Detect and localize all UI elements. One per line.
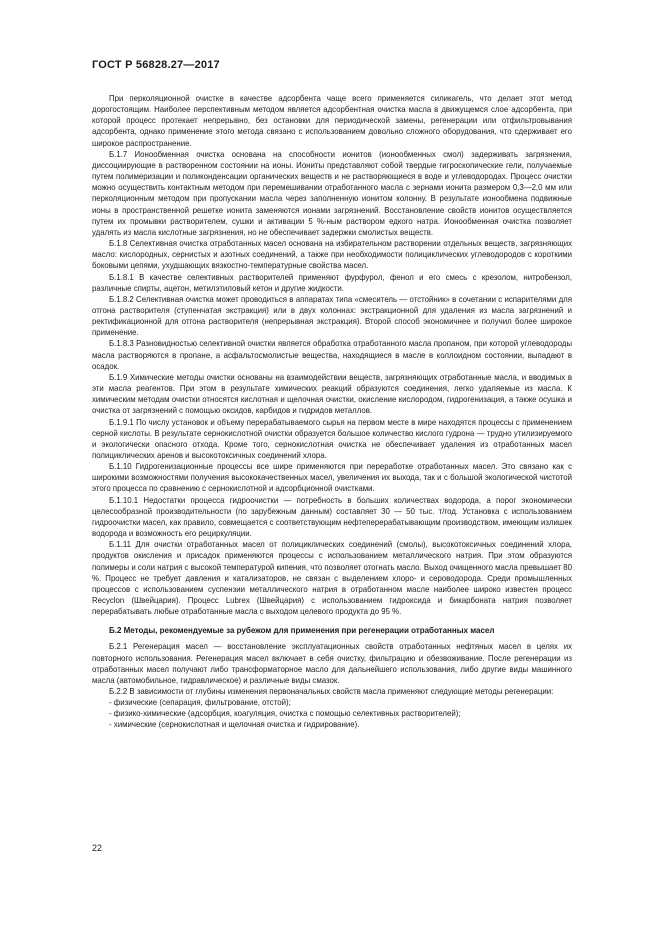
page-number: 22 — [92, 843, 103, 853]
section-heading-b-2: Б.2 Методы, рекомендуемые за рубежом для применения при регенерации отработанных масел — [109, 626, 495, 636]
list-item-physical: - физические (сепарация, фильтрование, отстой); — [109, 698, 291, 708]
paragraph-percolation: При перколяционной очистке в качестве адсорбента чаще всего применяется силикагель, что делает этот метод дорогостоящим. Наиболее перспективным методом является адсорбентная очистка масла в движущемся слое адсорбента, при которой процесс протекает непрерывно, без остановки для периодической замены, регенерации или отфильтровывания адсорбента, однако применение этого метода связано с использованием довольно сложного оборудования, что сдерживает его широкое распространение. — [92, 94, 572, 148]
paragraph-b-1-10-1: Б.1.10.1 Недостатки процесса гидроочистки — потребность в больших количествах водорода, а порог экономически целесообразной производительности (по зарубежным данным) составляет 30 — 50 тыс. т/год. Установка с использованием гидроочистки масел, как правило, совмещается с соответствующим нефтеперерабатывающим производством, имеющим излишек водорода и возможность его рециркуляции. — [92, 495, 572, 539]
paragraph-b-1-8: Б.1.8 Селективная очистка отработанных масел основана на избирательном растворении отдельных веществ, загрязняющих масло: кислородных, сернистых и азотных соединений, а также при необходимости полициклических углеводородов с короткими боковыми цепями, ухудшающих вязкостно-температурные свойства масел. — [92, 239, 572, 271]
list-item-physico-chemical: - физико-химические (адсорбция, коагуляция, очистка с помощью селективных растворителей); — [109, 709, 461, 719]
document-header: ГОСТ Р 56828.27—2017 — [92, 59, 220, 71]
paragraph-b-2-2: Б.2.2 В зависимости от глубины изменения первоначальных свойств масла применяют следующие методы регенерации: — [109, 686, 554, 696]
paragraph-b-1-8-3: Б.1.8.3 Разновидностью селективной очистки является обработка отработанного масла пропаном, при которой углеводороды масла растворяются в пропане, а асфальтосмолистые вещества, находящиеся в масле в коллоидном состоянии, выпадают в осадок. — [92, 339, 572, 371]
paragraph-b-2-1: Б.2.1 Регенерация масел — восстановление эксплуатационных свойств отработанных нефтяных масел в целях их повторного использования. Регенерация масел включает в себя очистку, фильтрацию и обезвоживание. После регенерации из отработанных масел получают либо трансформаторное масло для дальнейшего использования, либо другие виды машинного масла (автомобильное, гидравлическое) и различные виды смазок. — [92, 642, 572, 685]
list-item-chemical: - химические (сернокислотная и щелочная очистка и гидрирование). — [109, 720, 360, 730]
paragraph-b-1-8-1: Б.1.8.1 В качестве селективных растворителей применяют фурфурол, фенол и его смесь с крезолом, нитробензол, различные спирты, ацетон, метилэтиловый кетон и другие жидкости. — [92, 272, 572, 293]
paragraph-b-1-8-2: Б.1.8.2 Селективная очистка может проводиться в аппаратах типа «смеситель — отстойник» в сочетании с испарителями для отгона растворителя (ступенчатая экстракция) или в двух колоннах: экстракционной для удаления из масла загрязнений и ректификационной для отгона растворителя (непрерывная экстракция). Второй способ экономичнее и получил более широкое применение. — [92, 294, 572, 338]
document-body — [92, 93, 572, 731]
paragraph-b-1-11: Б.1.11 Для очистки отработанных масел от полициклических соединений (смолы), высокотоксичных соединений хлора, продуктов окисления и присадок применяются процессы с использованием металлического натрия. При этом образуются полимеры и соли натрия с высокой температурой кипения, что позволяет отогнать масло. Выход очищенного масла превышает 80 %. Процесс не требует давления и катализаторов, не связан с выделением хлоро- и сероводорода. Среди промышленных процессов с использованием суспензии металлического натрия в отработанном масле наиболее широко известен процесс Recyclon (Швейцария). Процесс Lubrex (Швейцария) с использованием гидроксида и бикарбоната натрия позволяет перерабатывать любые отработанные масла с выходом целевого продукта до 95 %. — [92, 540, 572, 617]
paragraph-b-1-7: Б.1.7 Ионообменная очистка основана на способности ионитов (ионообменных смол) задерживать загрязнения, диссоциирующие в растворенном состоянии на ионы. Иониты представляют собой твердые гигроскопические гели, получаемые путем полимеризации и поликонденсации органических веществ и не растворяющиеся в воде и углеводородах. Процесс очистки можно осуществить контактным методом при перемешивании отработанного масла с зернами ионита размером 0,3—2,0 мм или перколяционным методом при пропускании масла через заполненную ионитом колонну. В результате ионообмена подвижные ионы в пространственной решетке ионита заменяются ионами загрязнений. Восстановление свойств ионитов осуществляется путем их промывки растворителем, сушки и активации 5 %-ным раствором едкого натра. Ионообменная очистка позволяет удалять из масла кислотные загрязнения, но не обеспечивает задержки смолистых веществ. — [92, 149, 572, 237]
paragraph-b-1-10: Б.1.10 Гидрогенизационные процессы все шире применяются при переработке отработанных масел. Это связано как с широкими возможностями получения высококачественных масел, увеличения их выхода, так и с большой экологической чистотой этого процесса по сравнению с сернокислотной и адсорбционной очистками. — [92, 462, 572, 494]
paragraph-b-1-9-1: Б.1.9.1 По числу установок и объему перерабатываемого сырья на первом месте в мире находятся процессы с применением серной кислоты. В результате сернокислотной очистки образуется большое количество кислого гудрона — трудно утилизируемого и экологически опасного отхода. Кроме того, сернокислотная очистка не обеспечивает удаления из отработанных масел полициклических аренов и высокотоксичных соединений хлора. — [92, 417, 572, 460]
paragraph-b-1-9: Б.1.9 Химические методы очистки основаны на взаимодействии веществ, загрязняющих отработанные масла, и вводимых в эти масла реагентов. При этом в результате химических реакций образуются соединения, легко удаляемые из масла. К химическим методам очистки относятся кислотная и щелочная очистки, окисление кислородом, гидрогенизация, а также осушка и очистка от загрязнений с помощью оксидов, карбидов и гидридов металлов. — [92, 372, 572, 416]
